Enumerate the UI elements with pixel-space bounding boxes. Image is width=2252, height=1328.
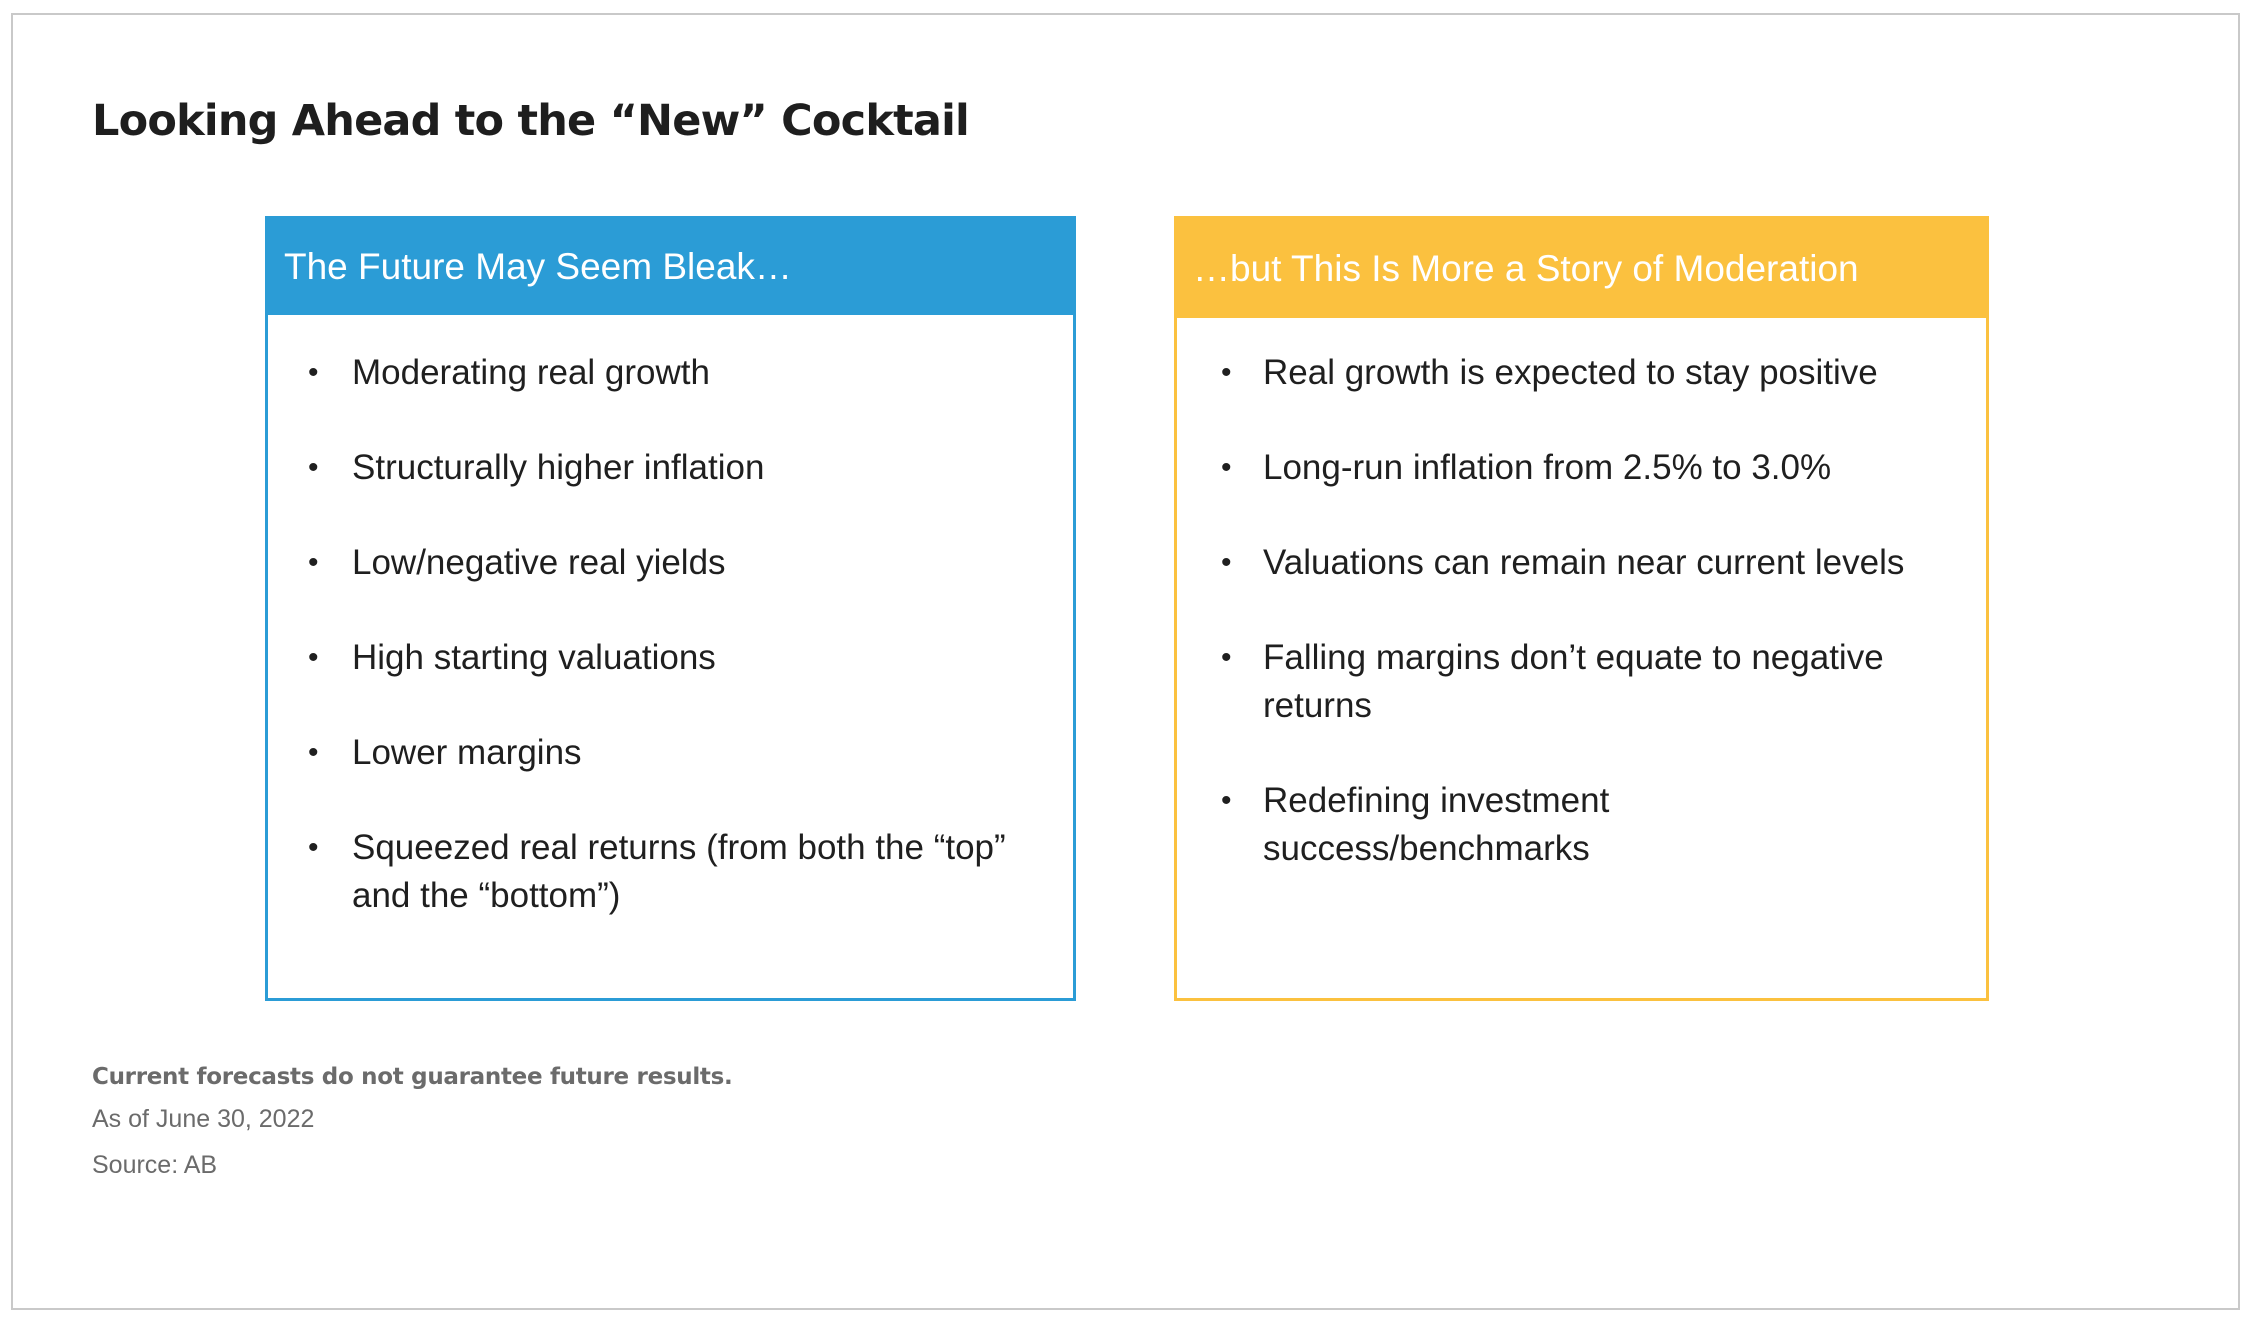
list-item-text: Falling margins don’t equate to negative returns [1263, 638, 1884, 725]
as-of-date: As of June 30, 2022 [92, 1105, 315, 1133]
disclaimer-text: Current forecasts do not guarantee future results. [92, 1064, 733, 1090]
bullet-icon: • [1221, 546, 1232, 579]
list-item-text: High starting valuations [352, 638, 716, 677]
moderation-panel-header: …but This Is More a Story of Moderation [1177, 219, 1986, 318]
list-item [1177, 349, 1986, 397]
bullet-icon: • [1221, 451, 1232, 484]
list-item-text: Moderating real growth [352, 353, 710, 392]
bleak-panel-header: The Future May Seem Bleak… [268, 219, 1073, 315]
bullet-icon: • [308, 736, 319, 769]
list-item-text: Redefining investment success/benchmarks [1263, 781, 1610, 868]
list-item [268, 634, 1073, 682]
list-item [268, 824, 1073, 920]
bleak-list [268, 349, 1073, 967]
list-item [1177, 444, 1986, 492]
moderation-panel [1174, 216, 1989, 1001]
list-item [268, 729, 1073, 777]
list-item-text: Valuations can remain near current levels [1263, 543, 1905, 582]
list-item-text: Squeezed real returns (from both the “top” and the “bottom”) [352, 828, 1006, 915]
bullet-icon: • [308, 546, 319, 579]
list-item [268, 349, 1073, 397]
list-item [1177, 777, 1986, 873]
footnotes [92, 1058, 732, 1188]
bullet-icon: • [1221, 784, 1232, 817]
bullet-icon: • [308, 641, 319, 674]
list-item-text: Structurally higher inflation [352, 448, 765, 487]
list-item-text: Low/negative real yields [352, 543, 726, 582]
list-item-text: Lower margins [352, 733, 582, 772]
list-item [1177, 634, 1986, 730]
bleak-panel [265, 216, 1076, 1001]
bullet-icon: • [308, 451, 319, 484]
list-item-text: Real growth is expected to stay positive [1263, 353, 1878, 392]
page-title: Looking Ahead to the “New” Cocktail [92, 96, 969, 146]
bullet-icon: • [308, 831, 319, 864]
bullet-icon: • [1221, 356, 1232, 389]
source-note: Source: AB [92, 1151, 218, 1179]
list-item [268, 444, 1073, 492]
moderation-list [1177, 349, 1986, 920]
list-item [1177, 539, 1986, 587]
bullet-icon: • [1221, 641, 1232, 674]
list-item [268, 539, 1073, 587]
bullet-icon: • [308, 356, 319, 389]
list-item-text: Long-run inflation from 2.5% to 3.0% [1263, 448, 1832, 487]
